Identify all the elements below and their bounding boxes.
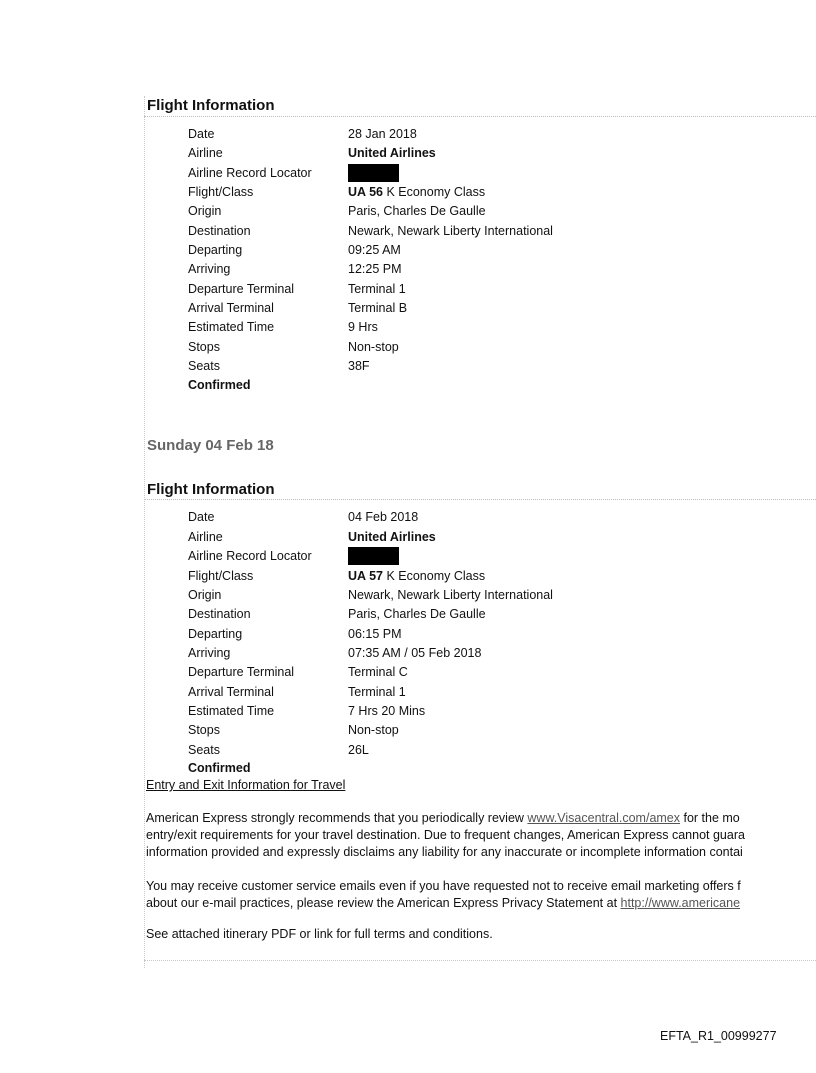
arrival-terminal-label: Arrival Terminal	[188, 301, 274, 315]
flight1-departure-terminal-row	[188, 280, 808, 299]
email-line-1: You may receive customer service emails even if you have requested not to receive email marketing offers f	[146, 879, 741, 893]
flight1-stops-row	[188, 338, 808, 357]
estimated-time-label: Estimated Time	[188, 320, 275, 334]
departing-label: Departing	[188, 627, 243, 641]
flight2-departing-row	[188, 625, 808, 644]
record-locator-label: Airline Record Locator	[188, 549, 312, 563]
email-practices-notice	[146, 878, 816, 912]
estimated-time-label: Estimated Time	[188, 704, 275, 718]
flight2-arrival-terminal-row	[188, 683, 808, 702]
estimated-time-value: 7 Hrs 20 Mins	[348, 704, 426, 718]
flight2-estimated-time-row	[188, 702, 808, 721]
record-locator-value	[348, 547, 399, 566]
notice-line-2: entry/exit requirements for your travel destination. Due to frequent changes, American Express cannot guara	[146, 828, 745, 842]
flight1-airline-row	[188, 144, 808, 163]
arriving-value: 12:25 PM	[348, 262, 402, 276]
departing-value: 09:25 AM	[348, 243, 401, 257]
flight2-origin-row	[188, 586, 808, 605]
airline-value: United Airlines	[348, 146, 436, 160]
airline-value: United Airlines	[348, 530, 436, 544]
seats-label: Seats	[188, 359, 220, 373]
entry-exit-info-link[interactable]: Entry and Exit Information for Travel	[146, 778, 346, 792]
flight1-date-row	[188, 125, 808, 144]
flight-class-label: Flight/Class	[188, 569, 254, 583]
origin-label: Origin	[188, 204, 222, 218]
arrival-terminal-value: Terminal B	[348, 301, 408, 315]
departure-terminal-value: Terminal C	[348, 665, 408, 679]
amex-visa-notice	[146, 810, 816, 861]
flight1-seats-row	[188, 357, 808, 376]
flight1-arrival-terminal-row	[188, 299, 808, 318]
record-locator-value	[348, 164, 399, 183]
flight-class-label: Flight/Class	[188, 185, 254, 199]
flight2-departure-terminal-row	[188, 663, 808, 682]
destination-value: Paris, Charles De Gaulle	[348, 607, 486, 621]
flight1-estimated-time-row	[188, 318, 808, 337]
airline-label: Airline	[188, 146, 223, 160]
fare-class: K Economy Class	[382, 569, 486, 583]
airline-label: Airline	[188, 530, 223, 544]
itinerary-terms-note: See attached itinerary PDF or link for full terms and conditions.	[146, 927, 493, 941]
privacy-statement-link[interactable]: http://www.americane	[620, 896, 741, 910]
seats-value: 38F	[348, 359, 370, 373]
destination-label: Destination	[188, 224, 251, 238]
day-heading: Sunday 04 Feb 18	[147, 437, 274, 454]
date-value: 28 Jan 2018	[348, 127, 417, 141]
itinerary-frame-bottom-rule	[144, 960, 816, 961]
destination-value: Newark, Newark Liberty International	[348, 224, 553, 238]
flight-class-value	[348, 183, 485, 202]
estimated-time-value: 9 Hrs	[348, 320, 378, 334]
date-label: Date	[188, 127, 215, 141]
flight1-departing-row	[188, 241, 808, 260]
departing-value: 06:15 PM	[348, 627, 402, 641]
section-divider-2	[144, 499, 816, 500]
flight1-destination-row	[188, 222, 808, 241]
flight1-origin-row	[188, 202, 808, 221]
departure-terminal-value: Terminal 1	[348, 282, 406, 296]
fare-class: K Economy Class	[382, 185, 486, 199]
stops-value: Non-stop	[348, 723, 399, 737]
flight1-record-locator-row	[188, 164, 808, 183]
document-id: EFTA_R1_00999277	[660, 1029, 777, 1043]
redaction-box	[348, 547, 399, 565]
notice-line-1	[146, 810, 816, 827]
flight1-status-confirmed: Confirmed	[188, 378, 251, 392]
notice-text: American Express strongly recommends that you periodically review	[146, 811, 528, 825]
stops-label: Stops	[188, 340, 220, 354]
seats-label: Seats	[188, 743, 220, 757]
origin-label: Origin	[188, 588, 222, 602]
flight2-airline-row	[188, 528, 808, 547]
destination-label: Destination	[188, 607, 251, 621]
flight2-record-locator-row	[188, 547, 808, 566]
flight1-flight-class-row	[188, 183, 808, 202]
flight2-arriving-row	[188, 644, 808, 663]
flight1-arriving-row	[188, 260, 808, 279]
departure-terminal-label: Departure Terminal	[188, 665, 295, 679]
origin-value: Newark, Newark Liberty International	[348, 588, 553, 602]
origin-value: Paris, Charles De Gaulle	[348, 204, 486, 218]
arriving-label: Arriving	[188, 646, 231, 660]
date-label: Date	[188, 510, 215, 524]
date-value: 04 Feb 2018	[348, 510, 419, 524]
email-line-2	[146, 895, 816, 912]
arrival-terminal-label: Arrival Terminal	[188, 685, 274, 699]
flight-info-title-1: Flight Information	[147, 97, 275, 114]
flight-info-title-2: Flight Information	[147, 481, 275, 498]
redaction-box	[348, 164, 399, 182]
departing-label: Departing	[188, 243, 243, 257]
email-text: about our e-mail practices, please review the American Express Privacy Statement at	[146, 896, 621, 910]
section-divider-1	[144, 116, 816, 117]
departure-terminal-label: Departure Terminal	[188, 282, 295, 296]
notice-text: for the mo	[680, 811, 740, 825]
seats-value: 26L	[348, 743, 369, 757]
arriving-label: Arriving	[188, 262, 231, 276]
stops-value: Non-stop	[348, 340, 399, 354]
flight2-seats-row	[188, 741, 808, 760]
flight-class-value	[348, 567, 485, 586]
record-locator-label: Airline Record Locator	[188, 166, 312, 180]
arrival-terminal-value: Terminal 1	[348, 685, 406, 699]
notice-line-3: information provided and expressly disclaims any liability for any inaccurate or incomplete information contai	[146, 845, 743, 859]
flight2-flight-class-row	[188, 567, 808, 586]
flight2-status-confirmed: Confirmed	[188, 761, 251, 775]
flight2-date-row	[188, 508, 808, 527]
flight-code: UA 57	[348, 569, 383, 583]
flight2-stops-row	[188, 721, 808, 740]
arriving-value: 07:35 AM / 05 Feb 2018	[348, 646, 482, 660]
stops-label: Stops	[188, 723, 220, 737]
flight-code: UA 56	[348, 185, 383, 199]
visacentral-link[interactable]: www.Visacentral.com/amex	[527, 811, 681, 825]
flight2-destination-row	[188, 605, 808, 624]
